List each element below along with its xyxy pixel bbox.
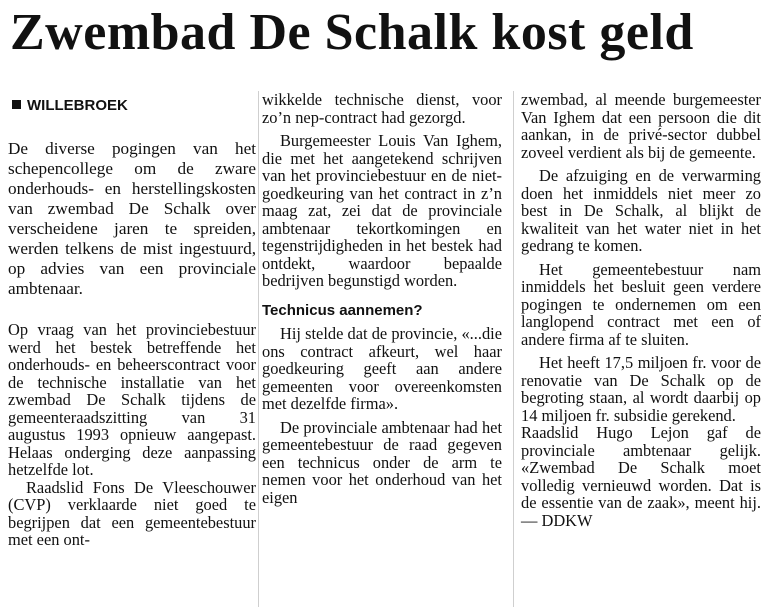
square-bullet-icon: [12, 100, 21, 109]
column-rule: [513, 91, 514, 607]
article-column-3: [521, 91, 761, 529]
body-paragraph: Burgemeester Louis Van Ighem, die met het aangetekend schrijven van het provinciebestuur en de niet-goedkeuring van het contract in z’n maag zat, zei dat de provinciale ambtenaar tekortkomingen en tegenstrijdigheden in het bestek had ontdekt, waardoor bepaalde bedrijven begunstigd worden.: [262, 131, 502, 290]
lead-paragraph: De diverse pogingen van het schepencollege om de zware onderhouds- en herstellingskosten van zwembad De Schalk over verscheidene jaren te spreiden, werden telkens de mist ingestuurd, op advies van een provinciale ambtenaar.: [8, 139, 256, 298]
body-paragraph: Hij stelde dat de provincie, «...die ons contract afkeurt, wel haar goedkeuring geeft aan andere gemeenten voor overeenkomsten met dezelfde firma».: [262, 324, 502, 413]
kicker-label: WILLEBROEK: [27, 97, 128, 114]
column-rule: [258, 91, 259, 607]
body-paragraph: zwembad, al meende burgemeester Van Ighem dat een persoon die dit aankan, in de privé-sector dubbel zoveel verdient als bij de gemeente.: [521, 90, 761, 162]
article-column-1: [8, 97, 256, 549]
location-kicker: [8, 97, 256, 115]
subheading: Technicus aannemen?: [262, 301, 423, 319]
headline: Zwembad De Schalk kost geld: [10, 4, 694, 61]
article-column-2: [262, 91, 502, 506]
body-paragraph: Op vraag van het provinciebestuur werd het bestek betreffende het onderhouds- en beheerscontract voor de technische installatie van het zwembad De Schalk tijdens de gemeenteraadszitting van 31 augustus 1993 opnieuw aangepast. Helaas onderging deze aanpassing hetzelfde lot.: [8, 320, 256, 479]
body-paragraph: De provinciale ambtenaar had het gemeentebestuur de raad gegeven een technicus onder de arm te nemen voor het onderhoud van het eigen: [262, 417, 502, 507]
body-paragraph: Raadslid Fons De Vleeschouwer (CVP) verklaarde niet goed te begrijpen dat een gemeentebestuur met een ont-: [8, 477, 256, 549]
body-paragraph: Het gemeentebestuur nam inmiddels het besluit geen verdere pogingen te ondernemen om een langlopend contract met een of andere firma af te sluiten.: [521, 259, 761, 349]
body-paragraph: wikkelde technische dienst, voor zo’n nep-contract had gezorgd.: [262, 90, 502, 127]
body-paragraph: De afzuiging en de verwarming doen het inmiddels niet meer zo best in De Schalk, al blijkt de kwaliteit van het water niet in het gedrang te komen.: [521, 166, 761, 255]
body-paragraph: Het heeft 17,5 miljoen fr. voor de renovatie van De Schalk op de begroting staan, al wordt daarbij op 14 miljoen fr. subsidie gerekend.: [521, 353, 761, 425]
body-paragraph: Raadslid Hugo Lejon gaf de provinciale ambtenaar gelijk. «Zwembad De Schalk moet volledig vernieuwd worden. Dat is de essentie van de zaak», meent hij. — DDKW: [521, 423, 761, 530]
